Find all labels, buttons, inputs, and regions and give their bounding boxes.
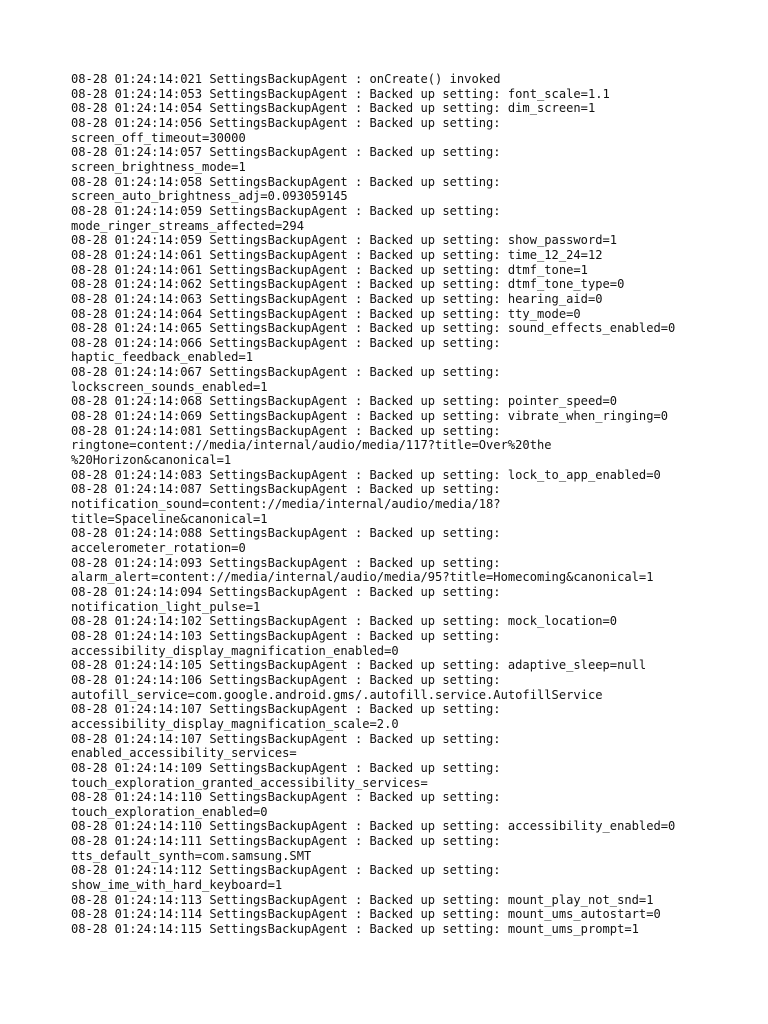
log-line: 08-28 01:24:14:115 SettingsBackupAgent : Backed up setting: mount_ums_prompt=1: [71, 922, 639, 937]
log-line: 08-28 01:24:14:102 SettingsBackupAgent : Backed up setting: mock_location=0: [71, 614, 618, 629]
log-line: show_ime_with_hard_keyboard=1: [71, 878, 283, 893]
log-line: 08-28 01:24:14:059 SettingsBackupAgent : Backed up setting:: [71, 203, 501, 218]
log-line: 08-28 01:24:14:066 SettingsBackupAgent : Backed up setting:: [71, 335, 501, 350]
log-line: 08-28 01:24:14:110 SettingsBackupAgent : Backed up setting:: [71, 790, 501, 805]
log-line: accelerometer_rotation=0: [71, 541, 246, 555]
log-line: 08-28 01:24:14:059 SettingsBackupAgent : Backed up setting: show_password=1: [71, 233, 618, 248]
log-line: 08-28 01:24:14:114 SettingsBackupAgent : Backed up setting: mount_ums_autostart=0: [71, 907, 661, 922]
log-line: notification_sound=content://media/internal/audio/media/18?: [71, 497, 501, 512]
log-line: screen_off_timeout=30000: [71, 130, 246, 145]
log-line: 08-28 01:24:14:106 SettingsBackupAgent : Backed up setting:: [71, 672, 501, 687]
log-line: haptic_feedback_enabled=1: [71, 350, 254, 365]
log-line: 08-28 01:24:14:063 SettingsBackupAgent : Backed up setting: hearing_aid=0: [71, 291, 603, 306]
log-line: 08-28 01:24:14:088 SettingsBackupAgent : Backed up setting:: [71, 526, 501, 541]
log-line: 08-28 01:24:14:057 SettingsBackupAgent : Backed up setting:: [71, 145, 501, 160]
log-line: 08-28 01:24:14:068 SettingsBackupAgent : Backed up setting: pointer_speed=0: [71, 394, 618, 409]
log-line: 08-28 01:24:14:021 SettingsBackupAgent : onCreate() invoked: [71, 72, 501, 86]
log-line: 08-28 01:24:14:058 SettingsBackupAgent : Backed up setting:: [71, 174, 501, 189]
log-line: 08-28 01:24:14:112 SettingsBackupAgent : Backed up setting:: [71, 863, 501, 878]
log-line: ringtone=content://media/internal/audio/media/117?title=Over%20the: [71, 438, 552, 453]
log-line: 08-28 01:24:14:067 SettingsBackupAgent : Backed up setting:: [71, 365, 501, 380]
log-line: 08-28 01:24:14:065 SettingsBackupAgent : Backed up setting: sound_effects_enabled=0: [71, 321, 676, 336]
log-line: 08-28 01:24:14:061 SettingsBackupAgent : Backed up setting: dtmf_tone=1: [71, 262, 588, 277]
log-line: accessibility_display_magnification_scale=2.0: [71, 716, 399, 731]
log-line: 08-28 01:24:14:110 SettingsBackupAgent : Backed up setting: accessibility_enabled=0: [71, 819, 676, 834]
log-line: 08-28 01:24:14:113 SettingsBackupAgent : Backed up setting: mount_play_not_snd=1: [71, 892, 654, 907]
log-line: 08-28 01:24:14:064 SettingsBackupAgent : Backed up setting: tty_mode=0: [71, 306, 581, 321]
log-line: 08-28 01:24:14:103 SettingsBackupAgent : Backed up setting:: [71, 628, 501, 643]
log-line: 08-28 01:24:14:056 SettingsBackupAgent : Backed up setting:: [71, 115, 501, 130]
log-line: 08-28 01:24:14:107 SettingsBackupAgent : Backed up setting:: [71, 702, 501, 717]
log-line: 08-28 01:24:14:111 SettingsBackupAgent : Backed up setting:: [71, 834, 501, 849]
log-line: accessibility_display_magnification_enabled=0: [71, 643, 399, 658]
log-line: autofill_service=com.google.android.gms/.autofill.service.AutofillService: [71, 687, 603, 702]
log-document: [71, 72, 711, 937]
log-line: alarm_alert=content://media/internal/audio/media/95?title=Homecoming&canonical=1: [71, 570, 654, 585]
log-line: 08-28 01:24:14:081 SettingsBackupAgent : Backed up setting:: [71, 423, 501, 438]
log-line: 08-28 01:24:14:062 SettingsBackupAgent : Backed up setting: dtmf_tone_type=0: [71, 277, 625, 292]
log-line: 08-28 01:24:14:087 SettingsBackupAgent : Backed up setting:: [71, 482, 501, 497]
log-line: screen_brightness_mode=1: [71, 159, 246, 174]
log-line: screen_auto_brightness_adj=0.093059145: [71, 189, 348, 204]
log-line: 08-28 01:24:14:061 SettingsBackupAgent : Backed up setting: time_12_24=12: [71, 247, 603, 262]
log-line: 08-28 01:24:14:083 SettingsBackupAgent : Backed up setting: lock_to_app_enabled=0: [71, 467, 661, 482]
log-line: 08-28 01:24:14:107 SettingsBackupAgent : Backed up setting:: [71, 731, 501, 746]
log-line: 08-28 01:24:14:093 SettingsBackupAgent : Backed up setting:: [71, 555, 501, 570]
log-line: 08-28 01:24:14:105 SettingsBackupAgent : Backed up setting: adaptive_sleep=null: [71, 658, 647, 673]
log-line: mode_ringer_streams_affected=294: [71, 218, 304, 233]
log-line: title=Spaceline&canonical=1: [71, 511, 268, 526]
log-line: %20Horizon&canonical=1: [71, 453, 232, 468]
log-line: tts_default_synth=com.samsung.SMT: [71, 848, 312, 863]
log-line: lockscreen_sounds_enabled=1: [71, 379, 268, 394]
log-line: notification_light_pulse=1: [71, 599, 261, 614]
log-line: 08-28 01:24:14:069 SettingsBackupAgent : Backed up setting: vibrate_when_ringing=0: [71, 409, 669, 424]
log-line: 08-28 01:24:14:053 SettingsBackupAgent : Backed up setting: font_scale=1.1: [71, 86, 610, 101]
log-line: 08-28 01:24:14:094 SettingsBackupAgent : Backed up setting:: [71, 584, 501, 599]
log-line: touch_exploration_granted_accessibility_services=: [71, 775, 428, 790]
log-line: touch_exploration_enabled=0: [71, 804, 268, 819]
log-line: 08-28 01:24:14:054 SettingsBackupAgent : Backed up setting: dim_screen=1: [71, 101, 596, 116]
log-line: enabled_accessibility_services=: [71, 746, 297, 761]
log-line: 08-28 01:24:14:109 SettingsBackupAgent : Backed up setting:: [71, 760, 501, 775]
